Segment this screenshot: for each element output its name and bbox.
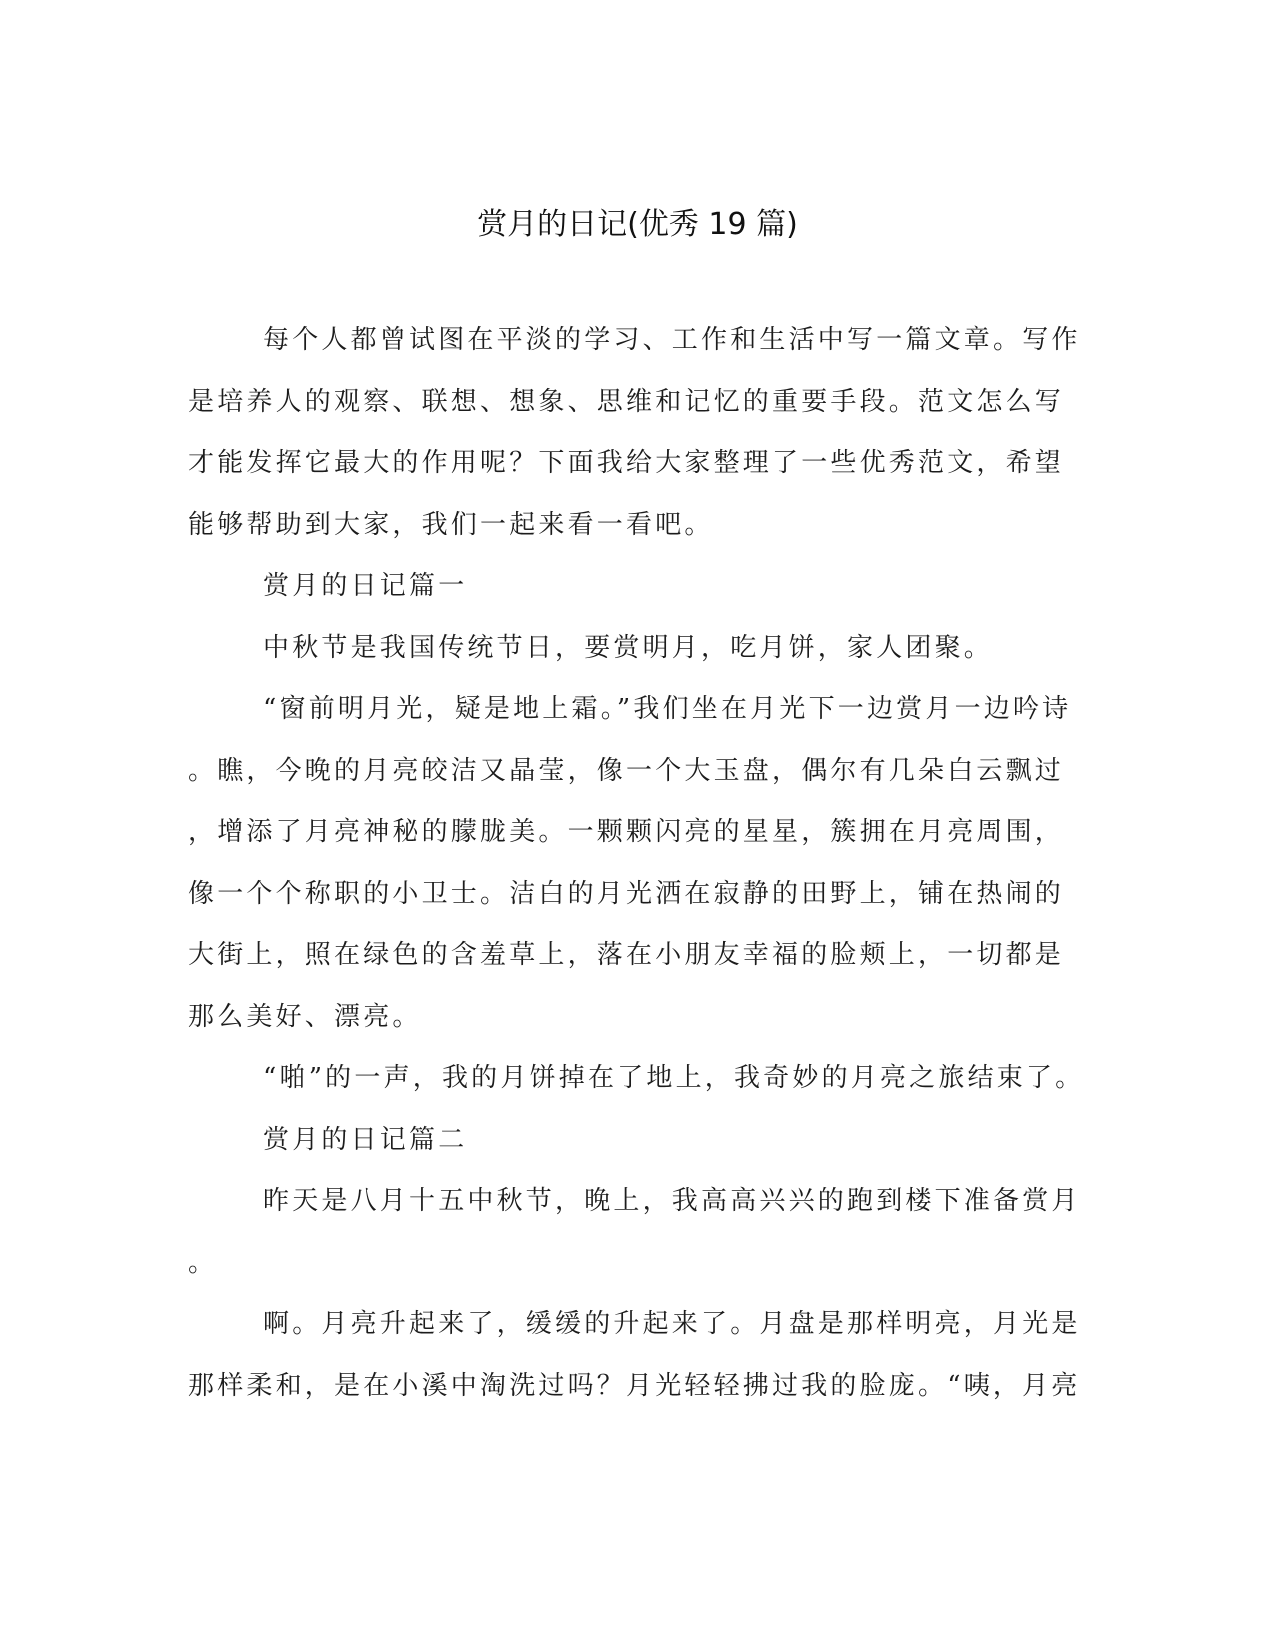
- text-line: 啊。月亮升起来了，缓缓的升起来了。月盘是那样明亮，月光是: [263, 1309, 1081, 1339]
- text-line: 赏月的日记篇二: [263, 1124, 468, 1155]
- document-body: [188, 320, 1085, 1427]
- document-title: 赏月的日记(优秀 19 篇): [477, 207, 798, 242]
- text-line: 大街上，照在绿色的含羞草上，落在小朋友幸福的脸颊上，一切都是: [188, 940, 1065, 970]
- text-line: ，增添了月亮神秘的朦胧美。一颗颗闪亮的星星，簇拥在月亮周围，: [188, 817, 1065, 847]
- text-line: 。: [188, 1247, 218, 1278]
- text-line: “啪”的一声，我的月饼掉在了地上，我奇妙的月亮之旅结束了。: [263, 1063, 1085, 1093]
- text-line: 中秋节是我国传统节日，要赏明月，吃月饼，家人团聚。: [263, 632, 994, 663]
- text-line: 能够帮助到大家，我们一起来看一看吧。: [188, 509, 714, 540]
- text-line: 昨天是八月十五中秋节，晚上，我高高兴兴的跑到楼下准备赏月: [263, 1186, 1081, 1216]
- text-line: 赏月的日记篇一: [263, 571, 468, 601]
- text-line: 那么美好、漂亮。: [188, 1001, 422, 1032]
- text-line: 是培养人的观察、联想、想象、思维和记忆的重要手段。范文怎么写: [188, 386, 1065, 417]
- text-line: 每个人都曾试图在平淡的学习、工作和生活中写一篇文章。写作: [263, 325, 1081, 355]
- text-line: 那样柔和，是在小溪中淘洗过吗？月光轻轻拂过我的脸庞。“咦，月亮: [188, 1370, 1081, 1401]
- text-line: 。瞧，今晚的月亮皎洁又晶莹，像一个大玉盘，偶尔有几朵白云飘过: [188, 755, 1065, 786]
- text-line: 才能发挥它最大的作用呢？下面我给大家整理了一些优秀范文，希望: [188, 448, 1065, 478]
- text-line: “窗前明月光，疑是地上霜。”我们坐在月光下一边赏月一边吟诗: [263, 694, 1072, 724]
- text-line: 像一个个称职的小卫士。洁白的月光洒在寂静的田野上，铺在热闹的: [188, 878, 1065, 909]
